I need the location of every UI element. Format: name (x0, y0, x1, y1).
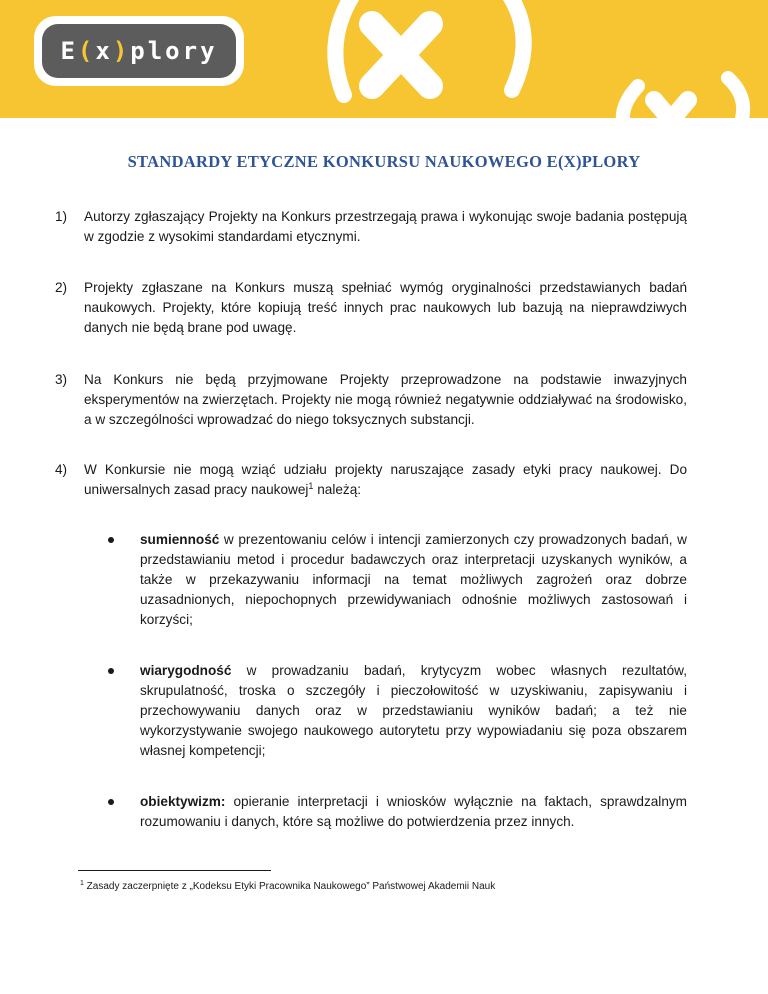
bullet-item-2 (140, 661, 687, 761)
logo-suffix: plory (130, 37, 218, 65)
logo-wordmark (42, 24, 236, 78)
bullet-icon (108, 668, 114, 674)
footnote-separator (78, 870, 271, 871)
item-number-4: 4) (55, 462, 68, 477)
header-banner (0, 0, 768, 118)
footnote (80, 880, 495, 894)
deco-paren-left (335, 0, 356, 95)
deco-paren-right-small (728, 78, 743, 118)
item-number-3: 3) (55, 372, 68, 387)
document-title: STANDARDY ETYCZNE KONKURSU NAUKOWEGO E(X)PLORY (127, 152, 641, 171)
footnote-reference[interactable]: 1 (308, 481, 314, 491)
bullet-text-2: w prowadzaniu badań, krytycyzm wobec własnych rezultatów, skrupulatność, troska o szczegóły i pieczołowitość w uzyskiwaniu, zapisywaniu i przechowywaniu danych oraz w przedstawianiu wyników badań; a też nie wykorzystywanie swojego naukowego autorytetu przy wypowiadaniu się poza obszarem własnej kompetencji; (140, 663, 687, 758)
bullet-item-3 (140, 792, 687, 832)
item-text-2: Projekty zgłaszane na Konkurs muszą spełniać wymóg oryginalności przedstawianych badań naukowych. Projekty, które kopiują treść innych prac naukowych lub bazują na nieprawdziwych danych nie będą brane pod uwagę. (84, 280, 687, 335)
item-number-1: 1) (55, 209, 68, 224)
deco-x-mark-small (654, 100, 688, 118)
deco-paren-right (506, 0, 524, 90)
bullet-item-1 (140, 530, 687, 630)
footnote-text: Zasady zaczerpnięte z „Kodeksu Etyki Pracownika Naukowego” Państwowej Akademii Nauk (83, 881, 496, 892)
item-number-2: 2) (55, 280, 68, 295)
deco-paren-left-small (623, 86, 638, 118)
bullet-icon (108, 799, 114, 805)
item-text-3: Na Konkurs nie będą przyjmowane Projekty przeprowadzone na podstawie inwazyjnych eksperymentów na zwierzętach. Projekty nie mogą również negatywnie oddziaływać na środowisko, a w szczególności wprowadzać do niego toksycznych substancji. (84, 372, 687, 427)
deco-x-mark (372, 24, 430, 86)
bullet-text-3: opieranie interpretacji i wniosków wyłącznie na faktach, sprawdzalnym rozumowaniu i danych, które są możliwe do potwierdzenia przez innych. (140, 794, 687, 829)
bullet-term-3: obiektywizm: (140, 794, 226, 809)
item-text-1: Autorzy zgłaszający Projekty na Konkurs przestrzegają prawa i wykonując swoje badania postępują w zgodzie z wysokimi standardami etycznymi. (84, 209, 687, 244)
footnote-number: 1 (80, 880, 84, 887)
logo-prefix: E (60, 37, 78, 65)
logo-x: x (95, 37, 113, 65)
bullet-term-1: sumienność (140, 532, 220, 547)
logo-paren-close: ) (112, 37, 131, 65)
bullet-icon (108, 537, 114, 543)
item-4-text-after: należą: (313, 482, 362, 497)
bullet-text-1: w prezentowaniu celów i intencji zamierzonych czy prowadzonych badań, w przedstawianiu metod i procedur badawczych oraz interpretacji uzyskanych wyników, a także w przekazywaniu informacji na temat możliwych zagrożeń oraz dobrze uzasadnionych, niepochopnych przewidywaniach odnośnie możliwych zastosowań i korzyści; (140, 532, 687, 627)
bullet-term-2: wiarygodność (140, 663, 232, 678)
item-text-4 (84, 460, 687, 500)
item-4-text-before: W Konkursie nie mogą wziąć udziału projekty naruszające zasady etyki pracy naukowej. Do uniwersalnych zasad pracy naukowej (84, 462, 687, 497)
explory-logo (34, 16, 244, 86)
logo-paren-open: ( (77, 37, 96, 65)
